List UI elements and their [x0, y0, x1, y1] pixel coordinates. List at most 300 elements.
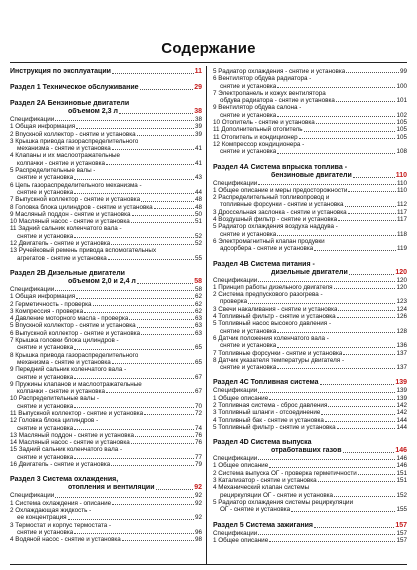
entry-title: 8 Крышка привода газораспределительного [10, 351, 139, 359]
toc-entry[interactable] [10, 322, 202, 329]
entry-title: Раздел 1 Техническое обслуживание [10, 84, 139, 91]
page-number: 74 [194, 424, 202, 432]
entry-title: снятие и установка [17, 188, 74, 196]
toc-entry[interactable] [213, 119, 407, 126]
entry-title: 13 Масляный поддон - снятие и установка [10, 431, 134, 439]
toc-entry[interactable] [213, 484, 407, 491]
toc-entry-continuation[interactable] [10, 425, 202, 432]
page-number: 126 [396, 313, 407, 321]
entry-title: 2 Герметичность - проверка [10, 300, 92, 308]
section-heading-entry[interactable] [213, 172, 407, 180]
entry-title: снятие и установка [220, 111, 277, 119]
toc-entry[interactable] [213, 424, 407, 431]
toc-entry-continuation[interactable] [213, 112, 407, 119]
toc-entry[interactable] [213, 291, 407, 298]
toc-entry[interactable] [10, 293, 202, 300]
toc-entry[interactable] [213, 335, 407, 342]
page-number: 76 [194, 431, 202, 439]
entry-title: 12 Компрессор кондиционера - [213, 140, 305, 148]
entry-title: 11 Дополнительный отопитель [213, 126, 303, 134]
entry-title: рециркуляции ОГ - снятие и установка [220, 491, 334, 499]
toc-entry-continuation[interactable] [10, 174, 202, 181]
page-number: 137 [396, 349, 407, 357]
dot-leader [144, 414, 194, 415]
toc-entry-continuation[interactable] [10, 344, 202, 351]
toc-entry[interactable] [213, 180, 407, 187]
page-number: 63 [194, 329, 202, 337]
page-number: 70 [194, 402, 202, 410]
page-number: 102 [396, 111, 407, 119]
page-number: 142 [396, 409, 407, 417]
dot-leader [321, 414, 395, 415]
dot-leader [299, 138, 396, 139]
toc-entry-continuation[interactable] [213, 83, 407, 90]
section-spacer [213, 371, 407, 379]
page-number: 62 [194, 293, 202, 301]
entry-title: 5 Радиатор охлаждения системы рециркуляции [213, 498, 354, 506]
entry-title: 3 Катализатор - снятие и установка [213, 477, 317, 485]
toc-entry[interactable] [213, 409, 407, 416]
entry-title: 7 Топливные форсунки - снятие и установка [213, 349, 343, 357]
page-number: 157 [396, 529, 407, 537]
entry-title: 5 Радиатор охлаждения воздуха наддува - [213, 223, 338, 231]
dot-leader [106, 392, 194, 393]
entry-title: 8 Датчик указателя температуры двигателя - [213, 356, 345, 364]
toc-entry[interactable] [10, 152, 202, 159]
page-number: 48 [194, 203, 202, 211]
entry-title: Спецификации [213, 179, 258, 187]
entry-title: Спецификации [213, 276, 258, 284]
toc-entry[interactable] [213, 470, 407, 477]
page-number: 117 [396, 216, 407, 224]
dot-leader [119, 113, 193, 114]
contents-column-left [10, 68, 202, 543]
entry-title: 12 Головка блока цилиндров - [10, 417, 99, 425]
dot-leader [137, 135, 194, 136]
page-number: 41 [194, 145, 202, 153]
dot-leader [334, 288, 396, 289]
page-number: 77 [194, 453, 202, 461]
dot-leader [74, 349, 194, 350]
section-heading-entry[interactable] [10, 484, 202, 492]
entry-title: 7 Электропанель и кожух вентилятора [213, 89, 326, 97]
toc-entry-continuation[interactable] [213, 97, 407, 104]
section-spacer [10, 262, 202, 270]
page-number: 144 [396, 423, 407, 431]
toc-entry[interactable] [213, 462, 407, 469]
page-number: 157 [395, 521, 407, 529]
toc-entry[interactable] [10, 204, 202, 211]
toc-entry[interactable] [213, 387, 407, 394]
toc-entry-continuation[interactable] [213, 342, 407, 349]
dot-leader [137, 327, 194, 328]
dot-leader [269, 399, 395, 400]
toc-entry[interactable] [10, 116, 202, 123]
toc-entry[interactable] [10, 410, 202, 417]
contents-column-right [213, 68, 407, 544]
dot-leader [346, 72, 399, 73]
section-heading: Раздел 2В Дизельные двигатели [10, 269, 125, 277]
page-number: 124 [396, 305, 407, 313]
dot-leader [258, 459, 395, 460]
entry-title: снятие и установка [17, 424, 74, 432]
toc-entry-continuation[interactable] [213, 364, 407, 371]
toc-entry-continuation[interactable] [213, 245, 407, 252]
page-number: 63 [194, 322, 202, 330]
toc-entry[interactable] [213, 134, 407, 141]
toc-entry[interactable] [213, 216, 407, 223]
page-number: 112 [396, 201, 407, 209]
toc-entry[interactable] [213, 277, 407, 284]
section-heading-entry[interactable] [10, 108, 202, 116]
entry-title: колпачки - снятие и установка [17, 388, 106, 396]
toc-entry[interactable] [213, 68, 407, 75]
toc-entry[interactable] [213, 104, 407, 111]
page-number: 146 [396, 455, 407, 463]
page-number: 146 [395, 447, 407, 455]
toc-entry-continuation[interactable] [10, 160, 202, 167]
column-divider [206, 66, 207, 564]
toc-entry[interactable] [213, 306, 407, 313]
toc-entry[interactable] [213, 209, 407, 216]
toc-entry-continuation[interactable] [213, 328, 407, 335]
page-number: 92 [194, 484, 202, 492]
page-number: 117 [396, 208, 407, 216]
toc-entry[interactable] [10, 138, 202, 145]
entry-title: 4 Топливный фильтр - снятие и установка [213, 313, 336, 321]
toc-entry[interactable] [10, 439, 202, 446]
toc-entry[interactable] [10, 240, 202, 247]
entry-title: снятие и установка [17, 174, 74, 182]
toc-entry[interactable] [213, 194, 407, 201]
toc-entry[interactable] [10, 417, 202, 424]
dot-leader [129, 319, 194, 320]
toc-entry-continuation[interactable] [10, 454, 202, 461]
toc-entry-continuation[interactable] [10, 514, 202, 521]
page-number: 100 [396, 82, 407, 90]
toc-entry[interactable] [10, 522, 202, 529]
toc-entry-continuation[interactable] [213, 231, 407, 238]
dot-leader [122, 540, 194, 541]
toc-entry-continuation[interactable] [10, 255, 202, 262]
dot-leader [84, 312, 194, 313]
page-number: 92 [194, 499, 202, 507]
dot-leader [277, 332, 395, 333]
dot-leader [112, 149, 194, 150]
dot-leader [93, 305, 194, 306]
section-spacer [213, 156, 407, 164]
page-number: 44 [194, 188, 202, 196]
entry-title: 10 Распределительные валы - [10, 395, 99, 403]
toc-entry[interactable] [10, 446, 202, 453]
page-number: 101 [396, 97, 407, 105]
toc-entry-continuation[interactable] [10, 374, 202, 381]
page-number: 79 [194, 461, 202, 469]
toc-entry[interactable] [10, 536, 202, 543]
dot-leader [277, 347, 395, 348]
section-heading-entry[interactable] [213, 269, 407, 277]
toc-entry[interactable] [10, 366, 202, 373]
entry-title: снятие и установка [17, 402, 74, 410]
entry-title: 3 Топливный шланги - отсоединение [213, 409, 321, 417]
dot-leader [316, 123, 396, 124]
entry-title: 1 Общее описание [213, 536, 269, 544]
dot-leader [76, 128, 194, 129]
toc-entry-continuation[interactable] [10, 359, 202, 366]
page-number: 151 [396, 469, 407, 477]
toc-entry[interactable] [213, 417, 407, 424]
toc-entry-continuation[interactable] [213, 506, 407, 513]
toc-entry-continuation[interactable] [213, 201, 407, 208]
entry-title: 5 Топливный насос высокого давления - [213, 320, 332, 328]
entry-title: снятие и установка [220, 82, 277, 90]
toc-entry[interactable] [213, 477, 407, 484]
entry-title: 2 Система выпуска ОГ - проверка герметичности [213, 469, 357, 477]
toc-entry[interactable] [213, 320, 407, 327]
page-number: 151 [396, 477, 407, 485]
page-number: 72 [194, 409, 202, 417]
toc-entry[interactable] [10, 492, 202, 499]
dot-leader [349, 274, 395, 275]
section-spacer [10, 76, 202, 84]
entry-title: 10 Масляный насос - снятие и установка [10, 218, 130, 226]
page-number: 123 [396, 298, 407, 306]
entry-title: 1 Общее описание [213, 462, 269, 470]
toc-entry-continuation[interactable] [10, 145, 202, 152]
entry-title: 2 Охлаждающая жидкость - [10, 506, 92, 514]
toc-entry[interactable] [213, 313, 407, 320]
entry-title: объемом 2,3 л [68, 108, 118, 115]
toc-entry-continuation[interactable] [10, 403, 202, 410]
page-number: 58 [194, 277, 202, 285]
toc-entry[interactable] [10, 225, 202, 232]
entry-title: 4 Давление моторного масла - проверка [10, 315, 129, 323]
toc-entry-continuation[interactable] [10, 189, 202, 196]
dot-leader [74, 533, 194, 534]
page-number: 92 [194, 514, 202, 522]
page-number: 67 [194, 373, 202, 381]
entry-title: механизма - снятие и установка [17, 145, 111, 153]
entry-title: 11 Отопитель и кондиционер [213, 133, 298, 141]
toc-entry[interactable] [10, 432, 202, 439]
page-number: 105 [396, 119, 407, 127]
toc-entry[interactable] [10, 182, 202, 189]
page-number: 108 [396, 148, 407, 156]
toc-entry[interactable] [10, 123, 202, 130]
entry-title: 13 Ручейковый ремень привода вспомогательных [10, 247, 157, 255]
entry-title: Раздел 5 Система зажигания [213, 521, 313, 529]
dot-leader [348, 191, 396, 192]
section-heading: Раздел 4В Система питания - [213, 260, 315, 268]
toc-entry[interactable] [10, 247, 202, 254]
section-heading: Раздел 3 Система охлаждения, [10, 476, 119, 484]
dot-leader [269, 541, 395, 542]
dot-leader [258, 534, 395, 535]
toc-entry[interactable] [10, 381, 202, 388]
section-heading: Раздел 4А Система впрыска топлива - [213, 163, 348, 171]
toc-entry[interactable] [213, 530, 407, 537]
toc-entry[interactable] [213, 395, 407, 402]
entry-title: снятие и установка [17, 453, 74, 461]
toc-entry[interactable] [213, 75, 407, 82]
dot-leader [55, 290, 194, 291]
toc-entry[interactable] [10, 507, 202, 514]
toc-entry[interactable] [10, 211, 202, 218]
entry-title: 6 Выпускной коллектор - снятие и установка [10, 329, 141, 337]
toc-entry[interactable] [10, 352, 202, 359]
section-heading-entry[interactable] [213, 447, 407, 455]
entry-title: Спецификации [213, 387, 258, 395]
toc-entry-continuation[interactable] [213, 298, 407, 305]
page-number: 136 [396, 342, 407, 350]
dot-leader [345, 206, 396, 207]
entry-title: 9 Масляный поддон - снятие и установка [10, 210, 131, 218]
dot-leader [277, 368, 395, 369]
entry-title: адсорбера - снятие и установка [220, 245, 314, 253]
entry-title: снятие и установка [220, 342, 277, 350]
dot-leader [343, 354, 395, 355]
page-number: 43 [194, 174, 202, 182]
page-number: 38 [194, 116, 202, 123]
entry-title: 3 Крышка привода газораспределительного [10, 137, 139, 145]
toc-entry[interactable] [213, 350, 407, 357]
toc-entry[interactable] [213, 455, 407, 462]
entry-title: топливные форсунки - снятие и установка [220, 201, 344, 209]
page-number: 67 [194, 388, 202, 396]
toc-entry[interactable] [10, 131, 202, 138]
dot-leader [112, 73, 194, 74]
entry-title: 6 Электромагнитный клапан продувки [213, 237, 325, 245]
toc-entry[interactable] [213, 357, 407, 364]
title-underline [10, 62, 407, 63]
toc-entry[interactable] [10, 337, 202, 344]
dot-leader [68, 519, 194, 520]
entry-title: снятие и установка [17, 528, 74, 536]
entry-title: 3 Дроссельная заслонка - снятие и установка [213, 208, 347, 216]
entry-title: 1 Общее описание и меры предосторожности [213, 186, 348, 194]
page-number: 98 [194, 536, 202, 544]
dot-leader [325, 421, 396, 422]
entry-title: обдува радиатора - снятие и установка [220, 97, 335, 105]
dot-leader [314, 527, 394, 528]
entry-title: снятие и установка [220, 364, 277, 372]
page-number: 76 [194, 439, 202, 447]
toc-entry-continuation[interactable] [213, 492, 407, 499]
page-number: 139 [396, 394, 407, 402]
section-heading-entry[interactable] [10, 84, 202, 92]
page-number: 152 [396, 491, 407, 499]
toc-entry[interactable] [213, 126, 407, 133]
page-number: 155 [396, 506, 407, 514]
toc-entry[interactable] [10, 315, 202, 322]
entry-title: 6 Датчик положения коленчатого вала - [213, 334, 329, 342]
dot-leader [112, 363, 194, 364]
entry-title: 5 Распределительные валы - [10, 167, 96, 175]
toc-entry[interactable] [10, 500, 202, 507]
dot-leader [111, 465, 194, 466]
toc-entry[interactable] [10, 218, 202, 225]
toc-entry[interactable] [10, 461, 202, 468]
entry-title: 1 Общее описание [213, 394, 269, 402]
entry-title: 9 Передний сальник коленчатого вала - [10, 366, 127, 374]
toc-entry[interactable] [213, 537, 407, 544]
toc-entry[interactable] [10, 167, 202, 174]
toc-entry-continuation[interactable] [213, 148, 407, 155]
page-number: 119 [396, 245, 407, 253]
toc-entry[interactable] [213, 499, 407, 506]
entry-title: ее концентрация [17, 514, 67, 522]
toc-entry[interactable] [213, 223, 407, 230]
toc-entry[interactable] [10, 308, 202, 315]
page-number: 139 [395, 379, 407, 387]
entry-title: 2 Впускной коллектор - снятие и установка [10, 130, 136, 138]
entry-title: 3 Компрессия - проверка [10, 307, 84, 315]
toc-entry[interactable] [213, 90, 407, 97]
entry-title: механизма - снятие и установка [17, 358, 111, 366]
toc-entry[interactable] [213, 284, 407, 291]
toc-entry[interactable] [10, 286, 202, 293]
section-heading-entry[interactable] [10, 68, 202, 76]
entry-title: дизельные двигатели [271, 268, 348, 276]
dot-leader [314, 250, 396, 251]
entry-title: 9 Пружины клапанов и маслоотражательные [10, 380, 142, 388]
dot-leader [140, 89, 194, 90]
dot-leader [74, 179, 194, 180]
entry-title: 11 Задний сальник коленчатого вала - [10, 225, 122, 233]
toc-entry[interactable] [10, 330, 202, 337]
entry-title: Спецификации [213, 455, 258, 463]
page-number: 105 [396, 126, 407, 134]
dot-leader [358, 474, 396, 475]
toc-entry-continuation[interactable] [10, 233, 202, 240]
entry-title: 15 Задний сальник коленчатого вала - [10, 446, 123, 454]
entry-title: 6 Вентилятор обдува радиатора - [213, 75, 312, 83]
toc-entry[interactable] [213, 402, 407, 409]
toc-entry[interactable] [10, 395, 202, 402]
toc-entry[interactable] [213, 141, 407, 148]
page-number: 55 [194, 254, 202, 262]
dot-leader [320, 384, 395, 385]
entry-title: 1 Общая информация [10, 293, 76, 301]
dot-leader [337, 317, 396, 318]
toc-entry-continuation[interactable] [10, 388, 202, 395]
toc-entry[interactable] [10, 196, 202, 203]
page-number: 92 [194, 492, 202, 500]
page-number: 128 [396, 327, 407, 335]
section-heading-entry[interactable] [213, 379, 407, 387]
toc-entry-continuation[interactable] [10, 529, 202, 536]
section-heading-entry[interactable] [213, 522, 407, 530]
page-number: 52 [194, 240, 202, 248]
entry-title: 1 Система охлаждения - описание [10, 499, 112, 507]
page-number: 96 [194, 528, 202, 536]
entry-title: 4 Механический клапан системы [213, 484, 310, 492]
section-heading-entry[interactable] [10, 278, 202, 286]
dot-leader [55, 120, 194, 121]
entry-title: бензиновые двигатели [271, 171, 352, 179]
entry-title: 5 Топливный фильтр - снятие и установка [213, 423, 336, 431]
dot-leader [258, 281, 395, 282]
section-spacer [213, 253, 407, 261]
toc-entry[interactable] [213, 238, 407, 245]
entry-title: Спецификации [10, 116, 55, 123]
entry-title: 2 Распределительный топливопровод и [213, 194, 330, 202]
page-number: 120 [396, 283, 407, 291]
toc-entry[interactable] [10, 301, 202, 308]
entry-title: Спецификации [213, 529, 258, 537]
page-number: 144 [396, 416, 407, 424]
toc-entry[interactable] [213, 187, 407, 194]
